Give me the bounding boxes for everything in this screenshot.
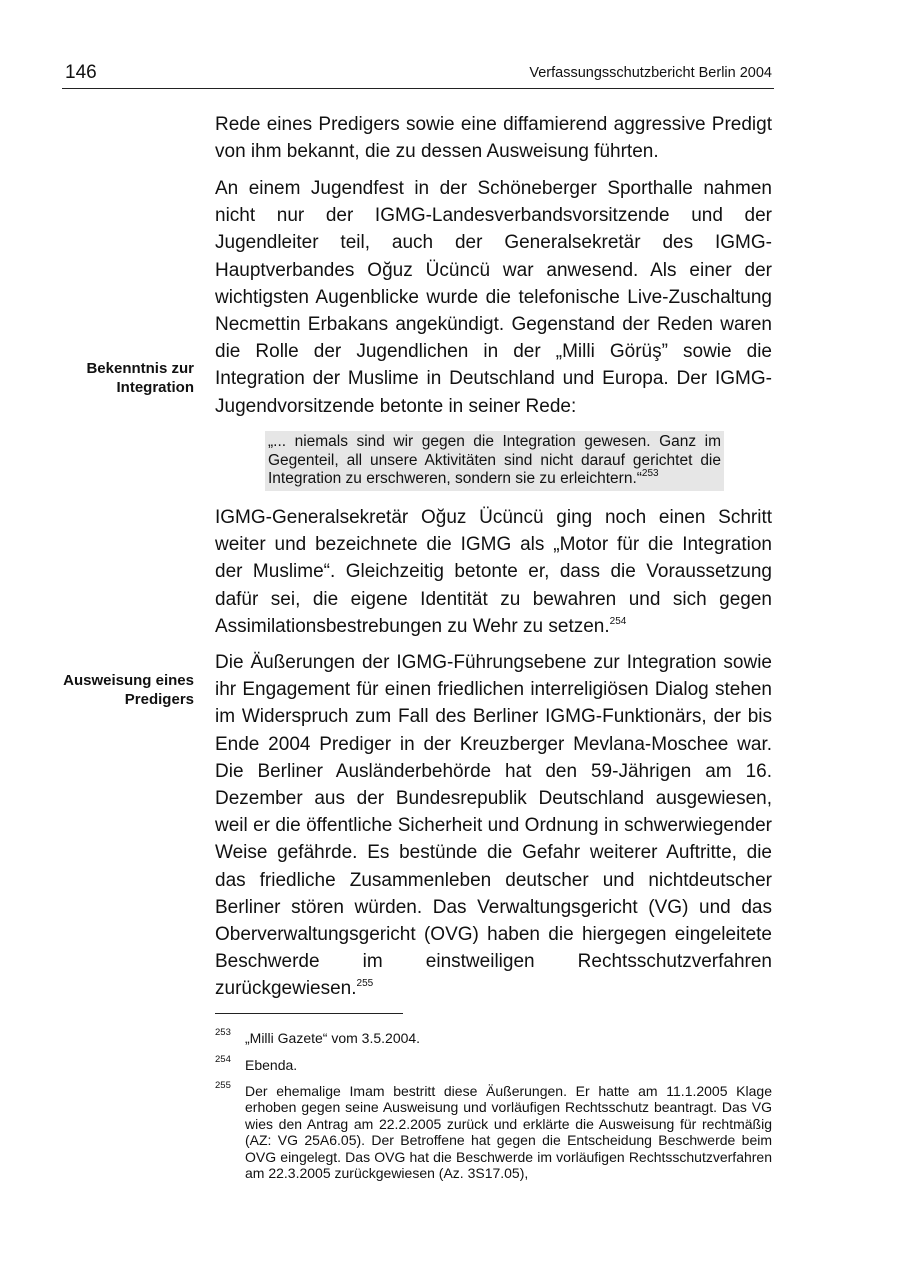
margin-note-line: Integration [116,379,194,396]
paragraph-3 [215,504,772,640]
footnote-text: Ebenda. [245,1057,298,1073]
footnote-ref-255[interactable]: 255 [356,978,374,990]
margin-note-line: Ausweisung eines [63,672,194,689]
footnote-text: „Milli Gazete“ vom 3.5.2004. [245,1030,421,1046]
footnote-number: 253 [215,1027,231,1038]
footnote-254 [215,1054,772,1073]
footnote-number: 255 [215,1080,231,1091]
page-header [62,62,774,89]
page-number: 146 [65,62,97,83]
footnote-ref-254[interactable]: 254 [609,615,627,627]
paragraph-4 [215,649,772,1003]
running-title: Verfassungsschutzbericht Berlin 2004 [529,65,772,81]
quote-text: „... niemals sind wir gegen die Integration gewesen. Ganz im Gegenteil, all unsere Aktivitäten sind nicht darauf gerichtet die Integration zu erschweren, sondern sie zu erleichtern.“ [268,433,721,487]
paragraph-2: An einem Jugendfest in der Schöneberger Sporthalle nahmen nicht nur der IGMG-Landesverbandsvorsitzende und der Jugendleiter teil, auch der Generalsekretär des IGMG-Hauptverbandes Oğuz Ücüncü war anwesend. Als einer der wichtigsten Augenblicke wurde die telefonische Live-Zuschaltung Necmettin Erbakans angekündigt. Gegenstand der Reden waren die Rolle der Jugendlichen in der „Milli Görüş” sowie die Integration der Muslime in Deutschland und Europa. Der IGMG-Jugendvorsitzende betonte in seiner Rede: [215,178,772,417]
footnote-255 [215,1080,772,1182]
block-quote [265,431,724,491]
footnote-253 [215,1027,772,1046]
footnote-number: 254 [215,1054,231,1065]
paragraph-1: Rede eines Predigers sowie eine diffamierend aggressive Predigt von ihm bekannt, die zu dessen Ausweisung führten. [215,114,772,163]
footnote-divider [215,1013,403,1014]
paragraph-3-text: IGMG-Generalsekretär Oğuz Ücüncü ging noch einen Schritt weiter und bezeichnete die IGMG als „Motor für die Integration der Muslime“. Gleichzeitig betonte er, dass die Voraussetzung dafür sei, die eigene Identität zu bewahren und sich gegen Assimilationsbestrebungen zu Wehr zu setzen. [215,507,772,637]
margin-note-line: Bekenntnis zur [86,360,194,377]
margin-note-line: Predigers [124,691,194,708]
margin-note-ausweisung [44,671,194,709]
paragraph-4-text: Die Äußerungen der IGMG-Führungsebene zur Integration sowie ihr Engagement für einen friedlichen interreligiösen Dialog stehen im Widerspruch zum Fall des Berliner IGMG-Funktionärs, der bis Ende 2004 Prediger in der Kreuzberger Mevlana-Moschee war. Die Berliner Ausländerbehörde hat den 59-Jährigen am 16. Dezember aus der Bundesrepublik Deutschland ausgewiesen, weil er die öffentliche Sicherheit und Ordnung in schwerwiegender Weise gefährde. Es bestünde die Gefahr weiterer Auftritte, die das friedliche Zusammenleben deutscher und nichtdeutscher Berliner stören würden. Das Verwaltungsgericht (VG) und das Oberverwaltungsgericht (OVG) haben die hiergegen eingeleitete Beschwerde im einstweiligen Rechtsschutzverfahren zurückgewiesen. [215,652,772,1000]
footnote-ref-253[interactable]: 253 [641,468,659,479]
margin-note-integration [44,359,194,397]
footnote-text: Der ehemalige Imam bestritt diese Äußerungen. Er hatte am 11.1.2005 Klage erhoben gegen seine Ausweisung und vorläufigen Rechtsschutz beantragt. Das VG wies den Antrag am 22.2.2005 zurück und erklärte die Ausweisung für rechtmäßig (AZ: VG 25A6.05). Der Betroffene hat gegen die Entscheidung Beschwerde beim OVG eingelegt. Das OVG hat die Beschwerde im vorläufigen Rechtsschutzverfahren am 22.3.2005 zurückgewiesen (Az. 3S17.05), [245,1083,772,1182]
